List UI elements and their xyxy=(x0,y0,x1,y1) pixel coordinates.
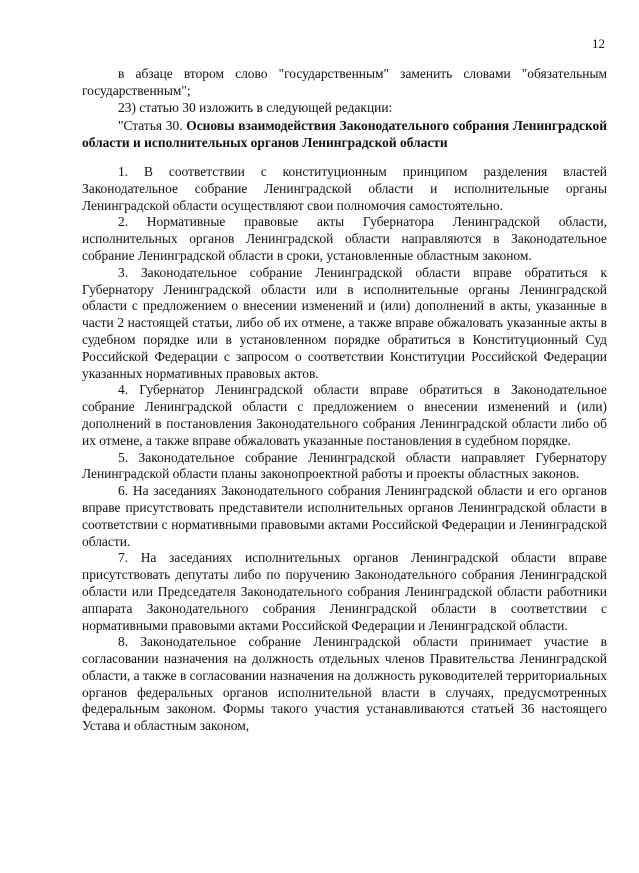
document-body xyxy=(82,66,607,735)
article-paragraph-5: 5. Законодательное собрание Ленинградской области направляет Губернатору Ленинградской области планы законопроектной работы и проекты областных законов. xyxy=(82,449,607,482)
article-paragraph-3: 3. Законодательное собрание Ленинградской области вправе обратиться к Губернатору Ленинградской области или в исполнительные органы Ленинградской области с предложением о внесении изменений и (или) дополнений в акты, указанные в части 2 настоящей статьи, либо об их отмене, а также вправе обжаловать указанные акты в судебном порядке или в установленном порядке обратиться в Конституционный Суд Российской Федерации с запросом о соответствии Конституции Российской Федерации указанных нормативных правовых актов. xyxy=(82,264,607,381)
article-paragraph-7: 7. На заседаниях исполнительных органов Ленинградской области вправе присутствовать депутаты либо по поручению Законодательного собрания Ленинградской области или Председателя Законодательного собрания Ленинградской области работники аппарата Законодательного собрания Ленинградской области в соответствии с нормативными правовыми актами Российской Федерации и Ленинградской области. xyxy=(82,550,607,633)
article-heading-title: Основы взаимодействия Законодательного собрания Ленинградской области и исполнительных органов Ленинградской области xyxy=(82,118,608,151)
article-paragraph-6: 6. На заседаниях Законодательного собрания Ленинградской области и его органов вправе присутствовать представители исполнительных органов Ленинградской области в соответствии с нормативными правовыми актами Российской Федерации и Ленинградской области. xyxy=(82,483,607,549)
article-paragraph-1: 1. В соответствии с конституционным принципом разделения властей Законодательное собрание Ленинградской области и исполнительные органы Ленинградской области осуществляют свои полномочия самостоятельно. xyxy=(82,163,607,213)
article-paragraph-4: 4. Губернатор Ленинградской области вправе обратиться в Законодательное собрание Ленинградской области с предложением о внесении изменений и (или) дополнений в постановления Законодательного собрания Ленинградской области либо об их отмене, а также вправе обжаловать указанные постановления в судебном порядке. xyxy=(82,382,607,448)
article-heading-prefix: "Статья 30. xyxy=(118,118,187,134)
page-number: 12 xyxy=(592,36,605,51)
article-paragraph-2: 2. Нормативные правовые акты Губернатора Ленинградской области, исполнительных органов Ленинградской области направляются в Законодательное собрание Ленинградской области в сроки, установленные областным законом. xyxy=(82,214,607,263)
intro-paragraph-1: в абзаце втором слово "государственным" заменить словами "обязательным государственным"; xyxy=(82,66,607,98)
intro-paragraph-2: 23) статью 30 изложить в следующей редакции: xyxy=(118,99,393,115)
article-heading xyxy=(82,118,607,152)
article-paragraph-8: 8. Законодательное собрание Ленинградской области принимает участие в согласовании назначения на должность отдельных членов Правительства Ленинградской области, а также в согласовании назначения на должность руководителей территориальных органов федеральных органов исполнительной власти в случаях, предусмотренных федеральным законом. Формы такого участия устанавливаются статьей 36 настоящего Устава и областным законом, xyxy=(82,634,607,734)
